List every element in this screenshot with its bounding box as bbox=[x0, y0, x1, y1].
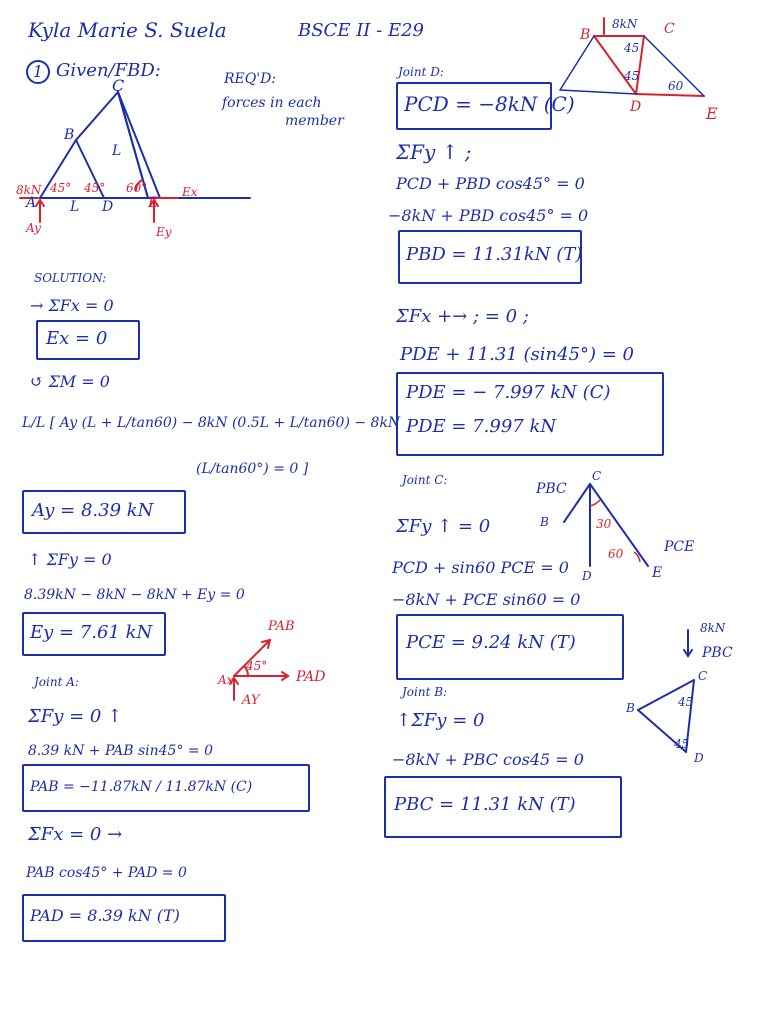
joint-a-ay-label: AY bbox=[242, 693, 260, 708]
joint-b-load-label: 8kN bbox=[700, 621, 726, 635]
joint-b-node-b: B bbox=[626, 701, 635, 715]
sum-fy-statement: ↑ ΣFy = 0 bbox=[28, 550, 112, 569]
joint-d-load-label: 8kN bbox=[612, 17, 638, 31]
joint-d-angle2: 60 bbox=[668, 79, 684, 93]
pde-result-line2: PDE = 7.997 kN bbox=[406, 416, 557, 437]
node-d-label: D bbox=[102, 199, 114, 215]
joint-a-ax-label: Ax bbox=[218, 673, 234, 687]
joint-c-sum-fy: ΣFy ↑ = 0 bbox=[396, 516, 491, 537]
pde-result-line1: PDE = − 7.997 kN (C) bbox=[406, 382, 611, 403]
load-label: 8kN bbox=[16, 183, 42, 197]
joint-c-angle2: 60 bbox=[608, 547, 624, 561]
student-name: Kyla Marie S. Suela bbox=[28, 18, 227, 42]
joint-d-eq2: −8kN + PBD cos45° = 0 bbox=[388, 206, 589, 225]
joint-d-eq1: PCD + PBD cos45° = 0 bbox=[396, 174, 585, 193]
pcd-result: PCD = −8kN (C) bbox=[404, 92, 575, 116]
joint-d-node-c: C bbox=[664, 21, 675, 37]
ey-result: Ey = 7.61 kN bbox=[30, 622, 153, 643]
joint-a-fy-equation: 8.39 kN + PAB sin45° = 0 bbox=[28, 743, 214, 759]
joint-d-eq3: PDE + 11.31 (sin45°) = 0 bbox=[400, 344, 634, 365]
joint-c-eq2: −8kN + PCE sin60 = 0 bbox=[392, 590, 581, 609]
joint-a-angle-label: 45° bbox=[246, 659, 268, 673]
joint-c-node-b: B bbox=[540, 515, 549, 529]
joint-c-node-d: D bbox=[582, 569, 592, 583]
joint-c-title: Joint C: bbox=[402, 473, 448, 487]
joint-d-sum-fx: ΣFx +→ ; = 0 ; bbox=[396, 306, 529, 327]
joint-d-sum-fy: ΣFy ↑ ; bbox=[396, 140, 472, 164]
joint-d-angle3: 45 bbox=[624, 69, 640, 83]
joint-d-node-b: B bbox=[580, 27, 591, 43]
joint-a-fx-equation: PAB cos45° + PAD = 0 bbox=[26, 865, 187, 881]
joint-d-node-d: D bbox=[630, 99, 642, 115]
moment-equation-line1: L/L [ Ay (L + L/tan60) − 8kN (0.5L + L/tan60) − 8kN bbox=[22, 415, 401, 431]
member-length-cd: L bbox=[112, 143, 122, 159]
joint-d-angle1: 45 bbox=[624, 41, 640, 55]
member-length-ad: L bbox=[70, 199, 80, 215]
pbc-result-box bbox=[384, 776, 622, 838]
fy-equation: 8.39kN − 8kN − 8kN + Ey = 0 bbox=[24, 587, 245, 603]
joint-c-node-c: C bbox=[592, 469, 602, 483]
joint-a-sum-fy: ΣFy = 0 ↑ bbox=[28, 706, 123, 727]
joint-c-node-e: E bbox=[652, 565, 663, 581]
joint-a-pab-label: PAB bbox=[268, 619, 295, 634]
joint-b-angle2: 45 bbox=[674, 737, 690, 751]
joint-b-angle1: 45 bbox=[678, 695, 694, 709]
ay-label: Ay bbox=[26, 221, 41, 235]
angle-d-label: 45° bbox=[84, 181, 106, 195]
node-a-label: A bbox=[26, 195, 37, 211]
joint-a-sum-fx: ΣFx = 0 → bbox=[28, 824, 123, 845]
joint-c-eq1: PCD + sin60 PCE = 0 bbox=[392, 558, 569, 577]
ey-label: Ey bbox=[156, 225, 172, 239]
joint-d-title: Joint D: bbox=[398, 65, 444, 79]
problem-number: 1 bbox=[26, 60, 50, 84]
node-e-label: E bbox=[148, 195, 159, 211]
pbc-result: PBC = 11.31 kN (T) bbox=[394, 794, 576, 815]
reqd-text-line2: member bbox=[285, 113, 344, 129]
pbd-result: PBD = 11.31kN (T) bbox=[406, 244, 583, 265]
pad-result: PAD = 8.39 kN (T) bbox=[30, 906, 180, 925]
node-b-label: B bbox=[64, 127, 75, 143]
course-section: BSCE II - E29 bbox=[298, 20, 424, 41]
node-c-label: C bbox=[112, 76, 125, 95]
joint-b-sum-fy: ↑ΣFy = 0 bbox=[396, 710, 485, 731]
joint-a-pad-label: PAD bbox=[296, 669, 326, 685]
joint-c-angle1: 30 bbox=[596, 517, 612, 531]
joint-b-node-c: C bbox=[698, 669, 708, 683]
pce-result: PCE = 9.24 kN (T) bbox=[406, 632, 576, 653]
ay-result: Ay = 8.39 kN bbox=[32, 500, 154, 521]
angle-a-label: 45° bbox=[50, 181, 72, 195]
reqd-label: REQ'D: bbox=[224, 71, 277, 87]
joint-b-eq1: −8kN + PBC cos45 = 0 bbox=[392, 750, 584, 769]
joint-d-node-e: E bbox=[706, 104, 718, 123]
moment-equation-line2: (L/tan60°) = 0 ] bbox=[196, 461, 309, 477]
joint-a-title: Joint A: bbox=[34, 675, 79, 689]
sum-fx-statement: → ΣFx = 0 bbox=[30, 296, 114, 315]
joint-b-node-d: D bbox=[694, 751, 704, 765]
sum-moment-statement: ↺ ΣM = 0 bbox=[30, 372, 110, 391]
joint-c-pce-label: PCE bbox=[664, 539, 695, 555]
ex-label: Ex bbox=[182, 185, 198, 199]
angle-e-label: 60° bbox=[126, 181, 148, 195]
joint-b-title: Joint B: bbox=[402, 685, 448, 699]
solution-label: SOLUTION: bbox=[34, 271, 107, 285]
joint-c-pbc-label: PBC bbox=[536, 481, 567, 497]
ex-result: Ex = 0 bbox=[46, 328, 108, 349]
joint-b-pbc-label: PBC bbox=[702, 645, 733, 661]
reqd-text-line1: forces in each bbox=[222, 95, 322, 111]
pab-result: PAB = −11.87kN / 11.87kN (C) bbox=[30, 779, 253, 795]
given-label: Given/FBD: bbox=[56, 60, 161, 81]
